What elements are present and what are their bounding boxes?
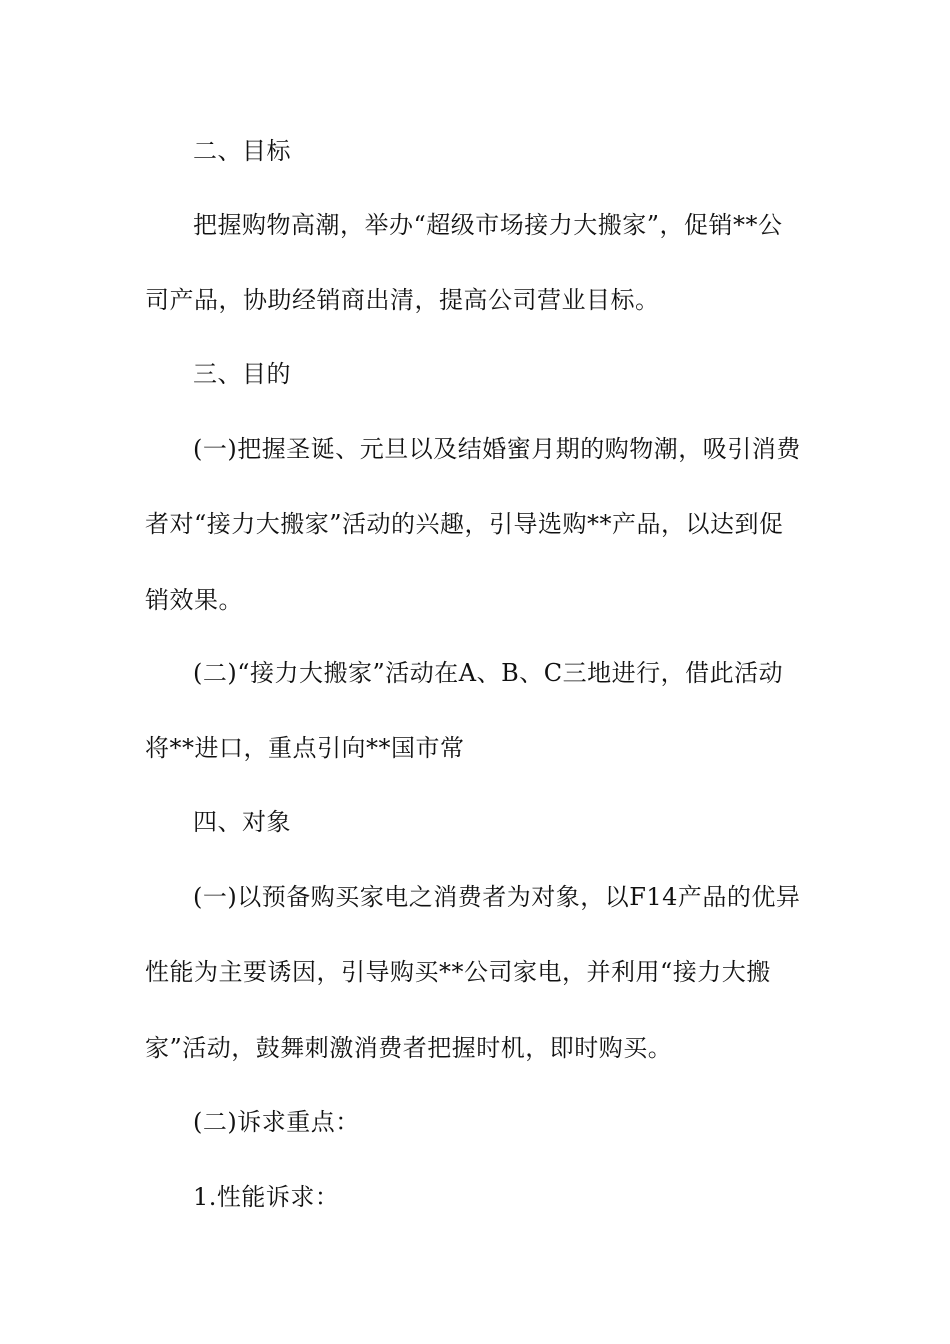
heading-purpose: 三、目的 [193, 360, 291, 388]
paragraph-line: 将**进口，重点引向**国市常 [145, 734, 465, 762]
paragraph-line: 把握购物高潮，举办“超级市场接力大搬家”，促销**公 [193, 211, 783, 239]
heading-goal: 二、目标 [193, 137, 291, 165]
paragraph-line: (二)“接力大搬家”活动在A、B、C三地进行，借此活动 [193, 659, 784, 687]
paragraph-line: 司产品，协助经销商出清，提高公司营业目标。 [145, 286, 660, 314]
paragraph-line: 者对“接力大搬家”活动的兴趣，引导选购**产品，以达到促 [145, 510, 784, 538]
paragraph-line: 性能为主要诱因，引导购买**公司家电，并利用“接力大搬 [145, 958, 771, 986]
paragraph-line: 销效果。 [145, 586, 243, 614]
paragraph-line: (一)把握圣诞、元旦以及结婚蜜月期的购物潮，吸引消费 [193, 435, 801, 463]
list-item-performance: 1.性能诉求： [193, 1183, 340, 1211]
paragraph-line: (一)以预备购买家电之消费者为对象，以F14产品的优异 [193, 883, 801, 911]
heading-audience: 四、对象 [193, 808, 291, 836]
paragraph-line: 家”活动，鼓舞刺激消费者把握时机，即时购买。 [145, 1034, 673, 1062]
subheading-appeal: (二)诉求重点： [193, 1108, 360, 1136]
